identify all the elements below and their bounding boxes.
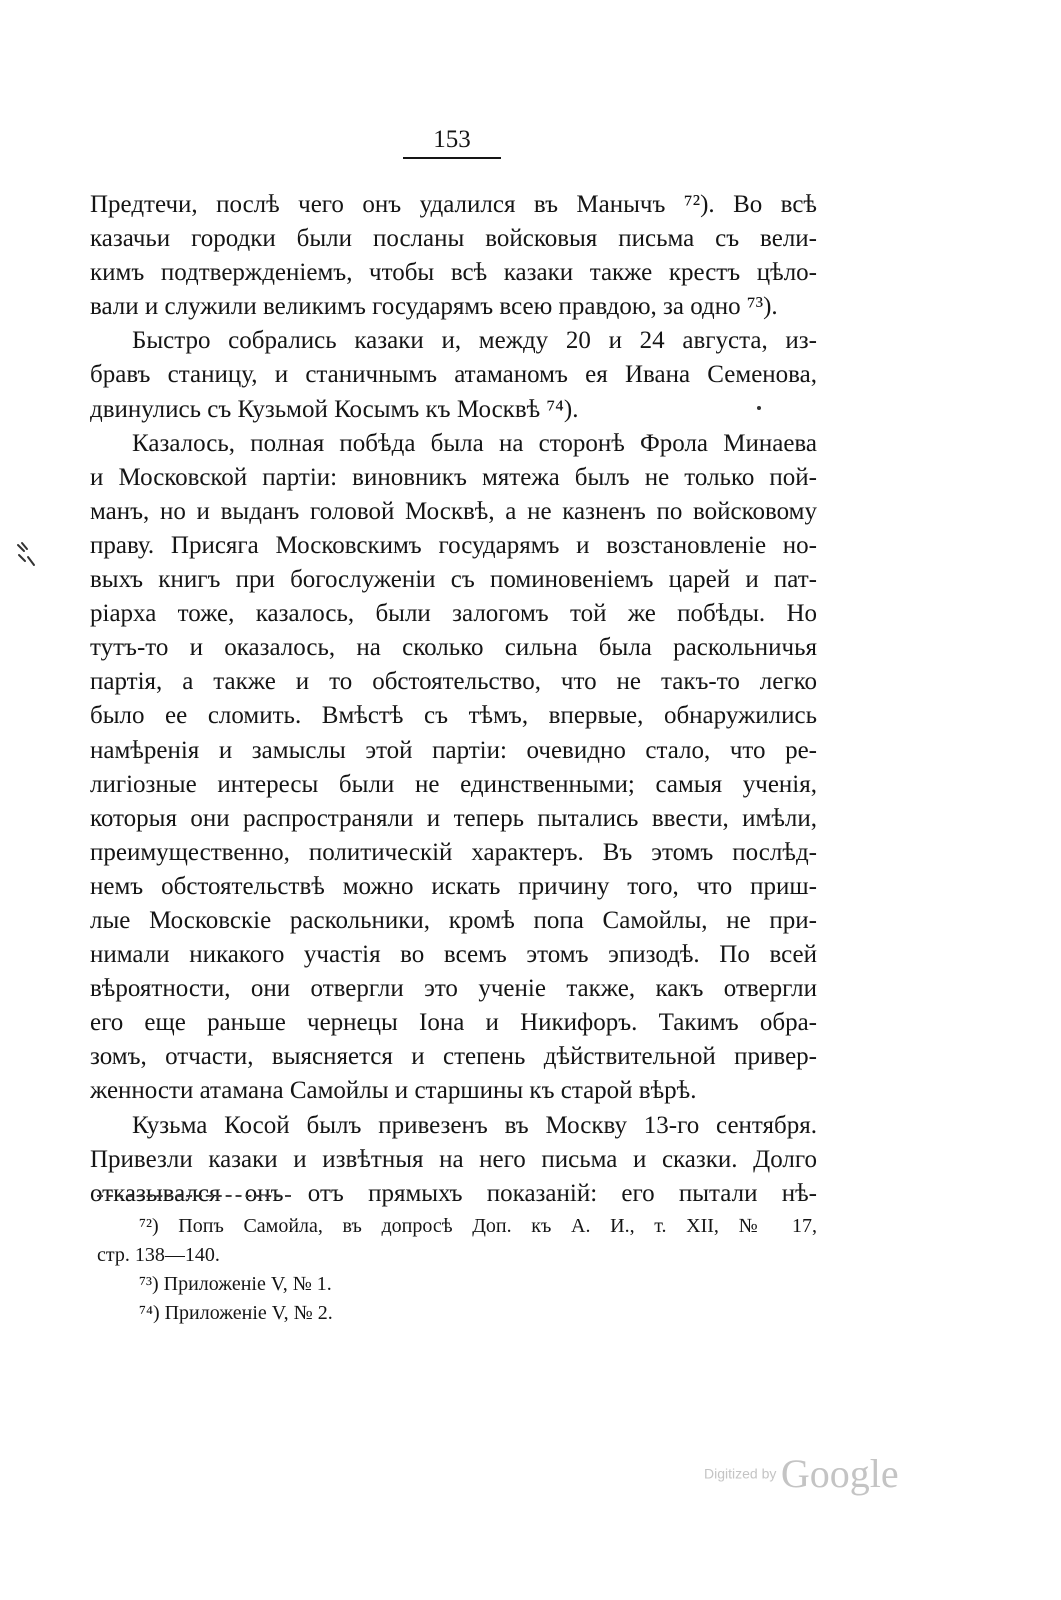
footnotes: [97, 1212, 817, 1328]
body-line: Казалось, полная побѣда была на сторонѣ Фрола Минаева: [132, 429, 817, 457]
body-line: зомъ, отчасти, выясняется и степень дѣйствительной привер-: [90, 1043, 817, 1071]
body-line: преимущественно, политическій характеръ. Въ этомъ послѣд-: [90, 838, 817, 866]
body-line: вали и служили великимъ государямъ всею правдою, за одно ⁷³).: [90, 293, 778, 321]
body-line: лые Московскіе раскольники, кромѣ попа Самойлы, не при-: [90, 906, 817, 934]
body-text: [90, 188, 817, 1211]
body-line: лигіозные интересы были не единственными; самыя ученія,: [90, 770, 817, 798]
page-number: 153: [433, 126, 471, 153]
body-line: партія, а также и то обстоятельство, что не такъ-то легко: [90, 668, 817, 696]
body-line: праву. Присяга Московскимъ государямъ и возстановленіе но-: [90, 531, 817, 559]
body-line: манъ, но и выданъ головой Москвѣ, а не казненъ по войсковому: [90, 497, 817, 525]
body-line: казачьи городки были посланы войсковыя письма съ вели-: [90, 225, 817, 253]
footnote-line: ⁷²) Попъ Самойла, въ допросѣ Доп. къ А. И., т. XII, № 17,: [139, 1215, 817, 1237]
body-line: выхъ книгъ при богослуженіи съ поминовеніемъ царей и пат-: [90, 566, 817, 594]
footnote-separator: [97, 1195, 291, 1197]
footnote-line: ⁷⁴) Приложеніе V, № 2.: [139, 1302, 333, 1324]
body-line: и Московской партіи: виновникъ мятежа былъ не только пой-: [90, 463, 817, 491]
body-line: немъ обстоятельствѣ можно искать причину того, что приш-: [90, 872, 817, 900]
body-line: кимъ подтвержденіемъ, чтобы всѣ казаки также крестъ цѣло-: [90, 259, 817, 287]
body-line: было ее сломить. Вмѣстѣ съ тѣмъ, впервые, обнаружились: [90, 702, 817, 730]
body-line: Кузьма Косой былъ привезенъ въ Москву 13-го сентября.: [132, 1111, 817, 1139]
body-line: нимали никакого участія во всемъ этомъ эпизодѣ. По всей: [90, 941, 817, 969]
body-line: женности атамана Самойлы и старшины къ старой вѣрѣ.: [90, 1077, 697, 1105]
digitized-watermark: [704, 1450, 924, 1500]
body-line: намѣренія и замыслы этой партіи: очевидно стало, что ре-: [90, 736, 817, 764]
footnote-line: ⁷³) Приложеніе V, № 1.: [139, 1273, 332, 1295]
body-line: отказывался онъ отъ прямыхъ показаній: его пытали нѣ-: [90, 1179, 817, 1207]
footnote-line: стр. 138—140.: [97, 1244, 220, 1266]
body-line: которыя они распространяли и теперь пытались ввести, имѣли,: [90, 804, 817, 832]
body-line: Предтечи, послѣ чего онъ удалился въ Манычъ ⁷²). Во всѣ: [90, 191, 817, 218]
body-line: двинулись съ Кузьмой Косымъ къ Москвѣ ⁷⁴).: [90, 395, 579, 423]
body-line: вѣроятности, они отвергли это ученіе также, какъ отвергли: [90, 975, 817, 1003]
body-line: бравъ станицу, и станичнымъ атаманомъ ея Ивана Семенова,: [90, 361, 817, 389]
page-number-rule: [403, 157, 501, 159]
body-line: его еще раньше чернецы Іона и Никифоръ. Такимъ обра-: [90, 1009, 817, 1037]
margin-ink-mark: [14, 537, 40, 567]
body-line: Быстро собрались казаки и, между 20 и 24 августа, из-: [132, 327, 817, 355]
stray-ink-dot: [757, 406, 761, 410]
watermark-prefix: Digitized by: [704, 1465, 777, 1482]
body-line: Привезли казаки и извѣтныя на него письма и сказки. Долго: [90, 1145, 817, 1173]
body-line: ріарха тоже, казалось, были залогомъ той же побѣды. Но: [90, 600, 817, 628]
google-logo: Google: [780, 1451, 899, 1496]
body-line: тутъ-то и оказалось, на сколько сильна была раскольничья: [90, 634, 817, 662]
